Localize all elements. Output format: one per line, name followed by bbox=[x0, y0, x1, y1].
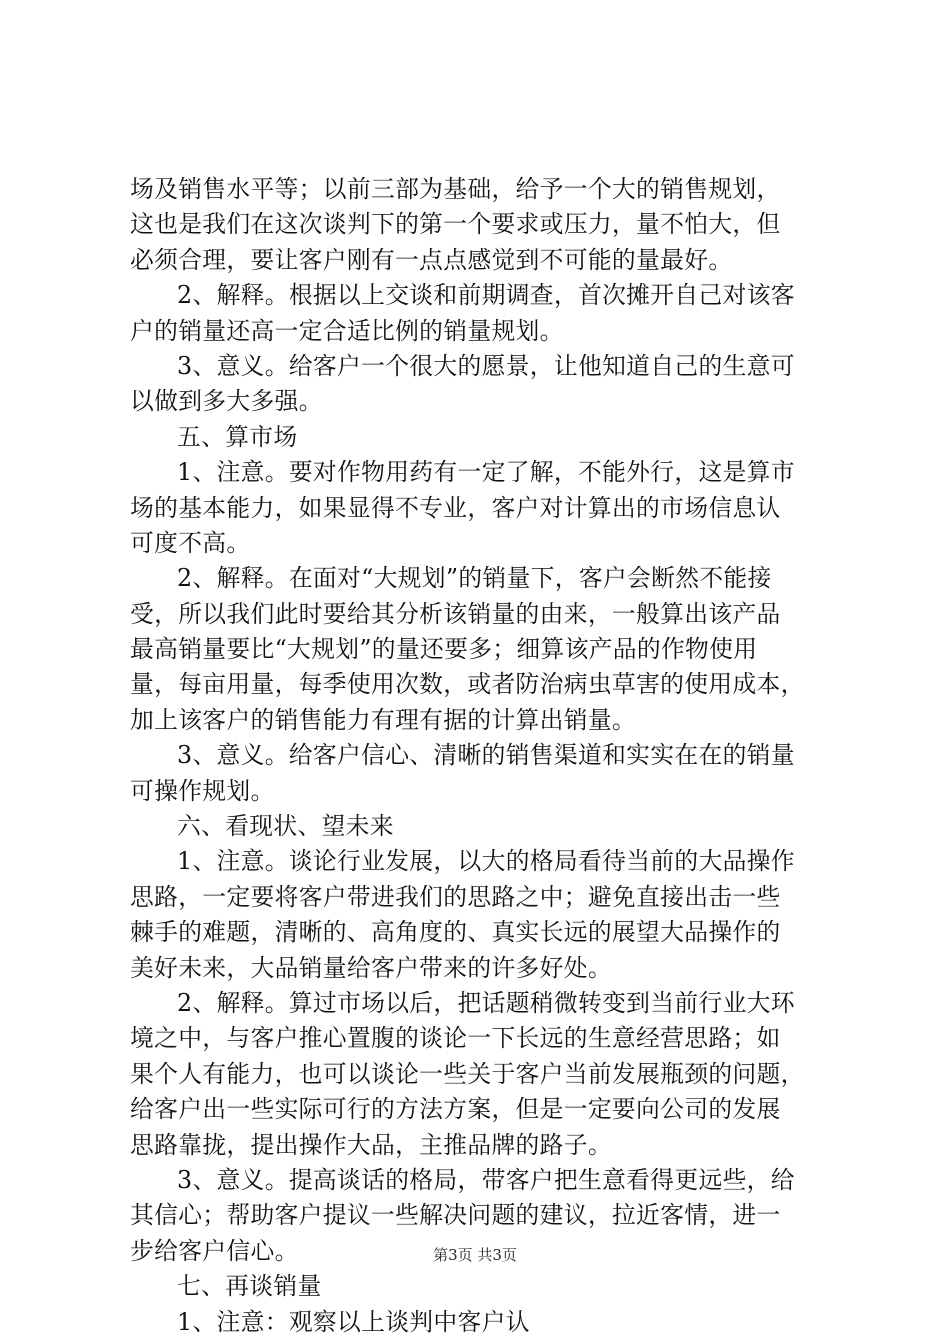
text-line: 2、解释。根据以上交谈和前期调查，首次摊开自己对该客 bbox=[177, 281, 795, 310]
text-line: 户的销量还高一定合适比例的销量规划。 bbox=[130, 316, 564, 345]
text-line: 最高销量要比“大规划”的量还要多；细算该产品的作物使用 bbox=[130, 635, 758, 664]
text-line: 步给客户信心。 bbox=[130, 1236, 299, 1265]
text-line: 场的基本能力，如果显得不专业，客户对计算出的市场信息认 bbox=[130, 493, 781, 522]
text-line: 棘手的难题，清晰的、高角度的、真实长远的展望大品操作的 bbox=[130, 918, 781, 947]
text-line: 七、再谈销量 bbox=[177, 1272, 322, 1301]
text-line: 3、意义。提高谈话的格局，带客户把生意看得更远些，给 bbox=[177, 1165, 795, 1194]
text-line: 加上该客户的销售能力有理有据的计算出销量。 bbox=[130, 705, 637, 734]
text-line: 量，每亩用量，每季使用次数，或者防治病虫草害的使用成本， bbox=[130, 670, 805, 699]
text-line: 果个人有能力，也可以谈论一些关于客户当前发展瓶颈的问题， bbox=[130, 1059, 805, 1088]
text-line: 1、注意。要对作物用药有一定了解，不能外行，这是算市 bbox=[177, 458, 795, 487]
text-line: 1、注意：观察以上谈判中客户认 bbox=[177, 1307, 530, 1336]
text-line: 必须合理，要让客户刚有一点点感觉到不可能的量最好。 bbox=[130, 245, 733, 274]
text-line: 场及销售水平等；以前三部为基础，给予一个大的销售规划， bbox=[130, 175, 781, 203]
text-line: 以做到多大多强。 bbox=[130, 387, 323, 416]
text-line: 思路，一定要将客户带进我们的思路之中；避免直接出击一些 bbox=[130, 882, 781, 911]
page-footer: 第3页 共3页 bbox=[433, 1246, 517, 1264]
text-line: 六、看现状、望未来 bbox=[177, 812, 394, 841]
text-line: 可操作规划。 bbox=[130, 776, 275, 805]
document-body bbox=[130, 172, 835, 1340]
text-line: 境之中，与客户推心置腹的谈论一下长远的生意经营思路；如 bbox=[130, 1024, 781, 1053]
text-line: 2、解释。算过市场以后，把话题稍微转变到当前行业大环 bbox=[177, 988, 795, 1017]
text-line: 这也是我们在这次谈判下的第一个要求或压力，量不怕大，但 bbox=[130, 210, 781, 239]
text-line: 可度不高。 bbox=[130, 528, 251, 557]
text-line: 给客户出一些实际可行的方法方案，但是一定要向公司的发展 bbox=[130, 1095, 781, 1124]
text-line: 其信心；帮助客户提议一些解决问题的建议，拉近客情，进一 bbox=[130, 1201, 781, 1230]
text-line: 美好未来，大品销量给客户带来的许多好处。 bbox=[130, 953, 612, 982]
text-line: 受，所以我们此时要给其分析该销量的由来，一般算出该产品 bbox=[130, 599, 781, 628]
text-line: 1、注意。谈论行业发展，以大的格局看待当前的大品操作 bbox=[177, 847, 795, 876]
text-line: 3、意义。给客户一个很大的愿景，让他知道自己的生意可 bbox=[177, 351, 795, 380]
text-line: 2、解释。在面对“大规划”的销量下，客户会断然不能接 bbox=[177, 564, 772, 593]
text-line: 五、算市场 bbox=[177, 422, 298, 451]
text-line: 思路靠拢，提出操作大品，主推品牌的路子。 bbox=[130, 1130, 612, 1159]
text-line: 3、意义。给客户信心、清晰的销售渠道和实实在在的销量 bbox=[177, 741, 795, 770]
